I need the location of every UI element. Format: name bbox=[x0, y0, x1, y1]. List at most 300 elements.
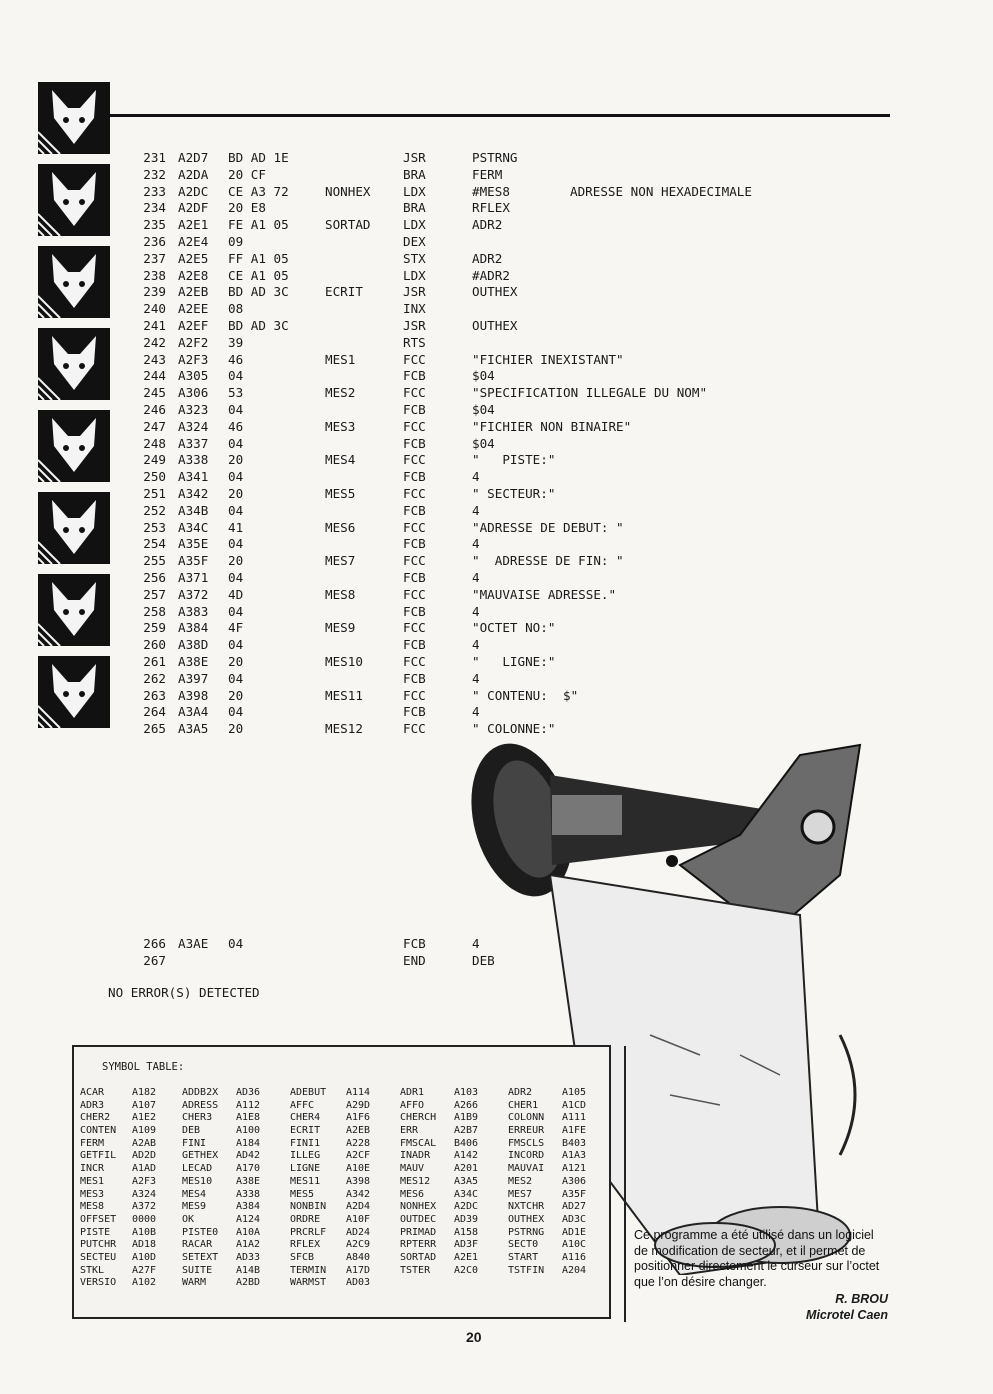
line-number: 257 bbox=[143, 586, 166, 602]
listing-line bbox=[0, 704, 860, 721]
symbol-name: INCORD bbox=[508, 1150, 545, 1162]
opcode: DEX bbox=[403, 233, 426, 249]
symbol-table-title: SYMBOL TABLE: bbox=[102, 1061, 185, 1073]
symbol-name: OK bbox=[182, 1213, 195, 1225]
symbol-name: NXTCHR bbox=[508, 1201, 545, 1213]
symbol-name: CHER3 bbox=[182, 1112, 213, 1124]
opcode: FCC bbox=[403, 620, 426, 636]
symbol-name: MES10 bbox=[182, 1175, 213, 1187]
listing-line bbox=[0, 184, 860, 201]
symbol-name: CHER4 bbox=[290, 1112, 321, 1124]
line-number: 234 bbox=[143, 200, 166, 216]
opcode: FCB bbox=[403, 637, 426, 653]
symbol-address: AD1E bbox=[562, 1226, 587, 1238]
operand: 4 bbox=[472, 536, 480, 552]
listing-line bbox=[0, 520, 860, 537]
object-code: 53 bbox=[228, 385, 244, 401]
symbol-address: A114 bbox=[346, 1087, 371, 1098]
object-code: 09 bbox=[228, 233, 244, 249]
symbol-name: LECAD bbox=[182, 1163, 213, 1175]
symbol-name: RACAR bbox=[182, 1239, 213, 1251]
source-label: NONHEX bbox=[325, 183, 371, 199]
listing-line bbox=[0, 671, 860, 688]
line-number: 261 bbox=[143, 653, 166, 669]
symbol-name: SECTEU bbox=[80, 1251, 117, 1263]
symbol-name: DEB bbox=[182, 1125, 201, 1137]
symbol-address: AD24 bbox=[346, 1226, 371, 1238]
listing-line bbox=[0, 604, 860, 621]
operand: " ADRESSE DE FIN: " bbox=[472, 553, 624, 569]
symbol-name: INADR bbox=[400, 1150, 431, 1162]
opcode: JSR bbox=[403, 150, 426, 165]
source-label: MES11 bbox=[325, 687, 363, 703]
address: A384 bbox=[178, 620, 209, 636]
assembly-listing-tail bbox=[0, 936, 860, 970]
address: A337 bbox=[178, 435, 209, 451]
listing-line bbox=[0, 251, 860, 268]
symbol-address: A182 bbox=[132, 1087, 157, 1098]
address: A2F3 bbox=[178, 351, 209, 367]
symbol-address: A17D bbox=[346, 1264, 371, 1276]
symbol-address: A124 bbox=[236, 1213, 261, 1225]
symbol-name: RPTERR bbox=[400, 1239, 437, 1251]
opcode: STX bbox=[403, 250, 426, 266]
operand: 4 bbox=[472, 502, 480, 518]
source-label: MES1 bbox=[325, 351, 356, 367]
address: A2E5 bbox=[178, 250, 209, 266]
line-number: 240 bbox=[143, 301, 166, 317]
symbol-name: ECRIT bbox=[290, 1125, 321, 1137]
symbol-address: A158 bbox=[454, 1226, 479, 1238]
address: A38D bbox=[178, 637, 209, 653]
symbol-name: CONTEN bbox=[80, 1125, 117, 1137]
symbol-name: PSTRNG bbox=[508, 1226, 545, 1238]
address: A3A5 bbox=[178, 721, 209, 737]
object-code: 20 bbox=[228, 687, 244, 703]
opcode: FCB bbox=[403, 536, 426, 552]
object-code: 46 bbox=[228, 418, 244, 434]
symbol-name: MES11 bbox=[290, 1175, 321, 1187]
object-code: 39 bbox=[228, 334, 244, 350]
symbol-name: MES3 bbox=[80, 1188, 105, 1200]
source-label: MES10 bbox=[325, 653, 363, 669]
line-number: 254 bbox=[143, 536, 166, 552]
address: A34C bbox=[178, 519, 209, 535]
source-label: MES2 bbox=[325, 385, 356, 401]
opcode: FCB bbox=[403, 502, 426, 518]
symbol-address: A10E bbox=[346, 1163, 371, 1175]
symbol-address: A111 bbox=[562, 1112, 587, 1124]
symbol-address: A266 bbox=[454, 1099, 479, 1111]
listing-line bbox=[0, 637, 860, 654]
symbol-address: A34C bbox=[454, 1188, 479, 1200]
object-code: 20 bbox=[228, 553, 244, 569]
symbol-name: ERREUR bbox=[508, 1125, 545, 1137]
operand: ADR2 bbox=[472, 217, 503, 233]
symbol-address: A204 bbox=[562, 1264, 587, 1276]
operand: #ADR2 bbox=[472, 267, 510, 283]
symbol-name: MAUV bbox=[400, 1163, 425, 1175]
listing-line bbox=[0, 368, 860, 385]
symbol-address: A2B7 bbox=[454, 1125, 479, 1137]
assembly-listing bbox=[0, 150, 860, 738]
opcode: FCC bbox=[403, 385, 426, 401]
symbol-name: ERR bbox=[400, 1125, 419, 1137]
no-error-status: NO ERROR(S) DETECTED bbox=[108, 985, 260, 1000]
address: A38E bbox=[178, 653, 209, 669]
symbol-address: A1FE bbox=[562, 1125, 587, 1137]
operand: "SPECIFICATION ILLEGALE DU NOM" bbox=[472, 385, 708, 401]
opcode: FCC bbox=[403, 418, 426, 434]
fox-head-icon bbox=[38, 82, 110, 154]
opcode: FCB bbox=[403, 603, 426, 619]
symbol-address: A10F bbox=[346, 1213, 371, 1225]
symbol-name: TSTFIN bbox=[508, 1264, 545, 1276]
object-code: 20 bbox=[228, 452, 244, 468]
operand: " COLONNE:" bbox=[472, 721, 556, 737]
line-number: 239 bbox=[143, 284, 166, 300]
address: A2E8 bbox=[178, 267, 209, 283]
object-code: 20 bbox=[228, 485, 244, 501]
symbol-address: A398 bbox=[346, 1175, 371, 1187]
listing-line bbox=[0, 688, 860, 705]
symbol-name: MES5 bbox=[290, 1188, 315, 1200]
opcode: FCC bbox=[403, 485, 426, 501]
address: A383 bbox=[178, 603, 209, 619]
comment: ADRESSE NON HEXADECIMALE bbox=[570, 183, 752, 199]
address: A324 bbox=[178, 418, 209, 434]
source-label: SORTAD bbox=[325, 217, 371, 233]
symbol-address: A2D4 bbox=[346, 1201, 371, 1213]
symbol-address: A2AB bbox=[132, 1137, 157, 1149]
symbol-address: AD18 bbox=[132, 1239, 157, 1251]
opcode: FCC bbox=[403, 687, 426, 703]
operand: RFLEX bbox=[472, 200, 510, 216]
symbol-address: A105 bbox=[562, 1087, 587, 1098]
symbol-name: WARMST bbox=[290, 1277, 327, 1289]
author-org: Microtel Caen bbox=[806, 1308, 888, 1322]
symbol-address: A2EB bbox=[346, 1125, 371, 1137]
symbol-name: CHER2 bbox=[80, 1112, 111, 1124]
symbol-address: A2F3 bbox=[132, 1175, 157, 1187]
symbol-name: ADRESS bbox=[182, 1099, 219, 1111]
symbol-name: OUTHEX bbox=[508, 1213, 545, 1225]
object-code: 04 bbox=[228, 368, 244, 384]
symbol-address: AD33 bbox=[236, 1251, 261, 1263]
listing-line bbox=[0, 587, 860, 604]
operand: 4 bbox=[472, 936, 480, 951]
address: A371 bbox=[178, 569, 209, 585]
listing-line bbox=[0, 469, 860, 486]
symbol-address: AD36 bbox=[236, 1087, 261, 1098]
object-code: BD AD 1E bbox=[228, 150, 289, 165]
object-code: 4F bbox=[228, 620, 244, 636]
symbol-name: ADR3 bbox=[80, 1099, 105, 1111]
address: A35E bbox=[178, 536, 209, 552]
listing-line bbox=[0, 419, 860, 436]
object-code: 04 bbox=[228, 670, 244, 686]
address: A2E4 bbox=[178, 233, 209, 249]
symbol-address: A109 bbox=[132, 1125, 157, 1137]
line-number: 231 bbox=[143, 150, 166, 165]
line-number: 249 bbox=[143, 452, 166, 468]
object-code: 20 E8 bbox=[228, 200, 266, 216]
source-label: MES4 bbox=[325, 452, 356, 468]
opcode: FCB bbox=[403, 469, 426, 485]
symbol-name: GETFIL bbox=[80, 1150, 117, 1162]
symbol-address: A384 bbox=[236, 1201, 261, 1213]
opcode: LDX bbox=[403, 267, 426, 283]
symbol-address: A1E2 bbox=[132, 1112, 157, 1124]
symbol-address: A306 bbox=[562, 1175, 587, 1187]
address: A3A4 bbox=[178, 704, 209, 720]
symbol-address: A103 bbox=[454, 1087, 479, 1098]
symbol-address: AD2D bbox=[132, 1150, 157, 1162]
address: A2E1 bbox=[178, 217, 209, 233]
opcode: FCC bbox=[403, 519, 426, 535]
symbol-name: MES9 bbox=[182, 1201, 207, 1213]
line-number: 262 bbox=[143, 670, 166, 686]
symbol-name: SFCB bbox=[290, 1251, 315, 1263]
symbol-name: OFFSET bbox=[80, 1213, 117, 1225]
object-code: BD AD 3C bbox=[228, 284, 289, 300]
opcode: BRA bbox=[403, 166, 426, 182]
symbol-address: A27F bbox=[132, 1264, 157, 1276]
address: A398 bbox=[178, 687, 209, 703]
symbol-name: MAUVAI bbox=[508, 1163, 545, 1175]
symbol-address: A170 bbox=[236, 1163, 261, 1175]
symbol-address: A228 bbox=[346, 1137, 371, 1149]
source-label: MES12 bbox=[325, 721, 363, 737]
operand: " SECTEUR:" bbox=[472, 485, 556, 501]
symbol-name: MES2 bbox=[508, 1175, 533, 1187]
page-number: 20 bbox=[466, 1329, 482, 1345]
line-number: 266 bbox=[143, 936, 166, 951]
listing-line bbox=[0, 318, 860, 335]
listing-line bbox=[0, 620, 860, 637]
address: A2EF bbox=[178, 317, 209, 333]
symbol-address: A29D bbox=[346, 1099, 371, 1111]
symbol-address: A35F bbox=[562, 1188, 587, 1200]
address: A2F2 bbox=[178, 334, 209, 350]
address: A323 bbox=[178, 401, 209, 417]
listing-line bbox=[0, 234, 860, 251]
symbol-address: A100 bbox=[236, 1125, 261, 1137]
caption-text: Ce programme a été utilisé dans un logiciel de modification de secteur, et il permet de positionner directement le curseur sur l’octet que l’on désire changer. bbox=[634, 1228, 880, 1289]
operand: PSTRNG bbox=[472, 150, 518, 165]
symbol-name: MES1 bbox=[80, 1175, 105, 1187]
object-code: 04 bbox=[228, 936, 244, 951]
line-number: 242 bbox=[143, 334, 166, 350]
line-number: 264 bbox=[143, 704, 166, 720]
line-number: 243 bbox=[143, 351, 166, 367]
opcode: FCC bbox=[403, 653, 426, 669]
operand: 4 bbox=[472, 569, 480, 585]
symbol-name: ORDRE bbox=[290, 1213, 321, 1225]
symbol-name: MES4 bbox=[182, 1188, 207, 1200]
symbol-address: A1CD bbox=[562, 1099, 587, 1111]
address: A2EB bbox=[178, 284, 209, 300]
symbol-name: NONHEX bbox=[400, 1201, 437, 1213]
object-code: FF A1 05 bbox=[228, 250, 289, 266]
object-code: 04 bbox=[228, 704, 244, 720]
symbol-address: AD3F bbox=[454, 1239, 479, 1251]
opcode: FCB bbox=[403, 401, 426, 417]
operand: "FICHIER NON BINAIRE" bbox=[472, 418, 632, 434]
listing-line bbox=[0, 284, 860, 301]
object-code: 04 bbox=[228, 435, 244, 451]
symbol-address: A38E bbox=[236, 1175, 261, 1187]
symbol-address: A1E8 bbox=[236, 1112, 261, 1124]
symbol-name: RFLEX bbox=[290, 1239, 321, 1251]
symbol-address: A2C9 bbox=[346, 1239, 371, 1251]
symbol-address: A116 bbox=[562, 1251, 587, 1263]
object-code: 4D bbox=[228, 586, 244, 602]
object-code: 46 bbox=[228, 351, 244, 367]
line-number: 260 bbox=[143, 637, 166, 653]
symbol-address: A840 bbox=[346, 1251, 371, 1263]
symbol-address: A201 bbox=[454, 1163, 479, 1175]
line-number: 244 bbox=[143, 368, 166, 384]
symbol-name: INCR bbox=[80, 1163, 105, 1175]
listing-line bbox=[0, 217, 860, 234]
symbol-address: B403 bbox=[562, 1137, 587, 1149]
listing-line bbox=[0, 536, 860, 553]
line-number: 233 bbox=[143, 183, 166, 199]
symbol-name: VERSIO bbox=[80, 1277, 117, 1289]
symbol-table bbox=[72, 1045, 611, 1319]
line-number: 247 bbox=[143, 418, 166, 434]
operand: FERM bbox=[472, 166, 503, 182]
symbol-name: MES6 bbox=[400, 1188, 425, 1200]
symbol-address: A14B bbox=[236, 1264, 261, 1276]
address: A2DA bbox=[178, 166, 209, 182]
opcode: FCB bbox=[403, 569, 426, 585]
opcode: FCC bbox=[403, 586, 426, 602]
symbol-address: B406 bbox=[454, 1137, 479, 1149]
listing-line bbox=[0, 486, 860, 503]
symbol-name: FERM bbox=[80, 1137, 105, 1149]
address: A34B bbox=[178, 502, 209, 518]
symbol-address: AD03 bbox=[346, 1277, 371, 1289]
opcode: LDX bbox=[403, 217, 426, 233]
symbol-name: ILLEG bbox=[290, 1150, 321, 1162]
line-number: 253 bbox=[143, 519, 166, 535]
object-code: 04 bbox=[228, 536, 244, 552]
symbol-address: A324 bbox=[132, 1188, 157, 1200]
symbol-address: A3A5 bbox=[454, 1175, 479, 1187]
line-number: 238 bbox=[143, 267, 166, 283]
line-number: 265 bbox=[143, 721, 166, 737]
operand: OUTHEX bbox=[472, 317, 518, 333]
symbol-name: PRIMAD bbox=[400, 1226, 437, 1238]
symbol-address: A102 bbox=[132, 1277, 157, 1289]
object-code: 04 bbox=[228, 603, 244, 619]
line-number: 263 bbox=[143, 687, 166, 703]
symbol-name: FINI1 bbox=[290, 1137, 321, 1149]
line-number: 252 bbox=[143, 502, 166, 518]
symbol-address: A10C bbox=[562, 1239, 587, 1251]
object-code: 20 bbox=[228, 653, 244, 669]
symbol-name: AFFC bbox=[290, 1099, 315, 1111]
listing-line bbox=[0, 200, 860, 217]
line-number: 248 bbox=[143, 435, 166, 451]
symbol-name: WARM bbox=[182, 1277, 207, 1289]
symbol-address: A2CF bbox=[346, 1150, 371, 1162]
symbol-name: PISTE0 bbox=[182, 1226, 219, 1238]
symbol-name: PUTCHR bbox=[80, 1239, 117, 1251]
symbol-address: A10A bbox=[236, 1226, 261, 1238]
listing-line bbox=[0, 436, 860, 453]
opcode: FCB bbox=[403, 704, 426, 720]
listing-line bbox=[0, 452, 860, 469]
opcode: FCC bbox=[403, 721, 426, 737]
line-number: 256 bbox=[143, 569, 166, 585]
operand: DEB bbox=[472, 952, 495, 968]
operand: "ADRESSE DE DEBUT: " bbox=[472, 519, 624, 535]
symbol-name: FMSCAL bbox=[400, 1137, 437, 1149]
symbol-address: AD3C bbox=[562, 1213, 587, 1225]
operand: #MES8 bbox=[472, 183, 510, 199]
operand: 4 bbox=[472, 670, 480, 686]
address: A2DC bbox=[178, 183, 209, 199]
source-label: MES5 bbox=[325, 485, 356, 501]
line-number: 267 bbox=[143, 952, 166, 968]
symbol-name: LIGNE bbox=[290, 1163, 321, 1175]
opcode: FCC bbox=[403, 351, 426, 367]
symbol-address: A121 bbox=[562, 1163, 587, 1175]
line-number: 259 bbox=[143, 620, 166, 636]
symbol-name: PRCRLF bbox=[290, 1226, 327, 1238]
symbol-name: START bbox=[508, 1251, 539, 1263]
symbol-name: ADDB2X bbox=[182, 1087, 219, 1098]
operand: OUTHEX bbox=[472, 284, 518, 300]
address: A2D7 bbox=[178, 150, 209, 165]
operand: $04 bbox=[472, 435, 495, 451]
symbol-address: A10D bbox=[132, 1251, 157, 1263]
header-rule bbox=[108, 114, 890, 117]
symbol-address: A2C0 bbox=[454, 1264, 479, 1276]
operand: 4 bbox=[472, 637, 480, 653]
address: A2EE bbox=[178, 301, 209, 317]
line-number: 236 bbox=[143, 233, 166, 249]
address: A341 bbox=[178, 469, 209, 485]
source-label: MES6 bbox=[325, 519, 356, 535]
symbol-address: AD39 bbox=[454, 1213, 479, 1225]
author-name: R. BROU bbox=[835, 1292, 888, 1306]
object-code: 04 bbox=[228, 502, 244, 518]
symbol-address: A1A2 bbox=[236, 1239, 261, 1251]
symbol-name: GETHEX bbox=[182, 1150, 219, 1162]
symbol-name: SECT0 bbox=[508, 1239, 539, 1251]
object-code: CE A1 05 bbox=[228, 267, 289, 283]
opcode: LDX bbox=[403, 183, 426, 199]
operand: 4 bbox=[472, 603, 480, 619]
symbol-name: PISTE bbox=[80, 1226, 111, 1238]
symbol-address: A338 bbox=[236, 1188, 261, 1200]
line-number: 246 bbox=[143, 401, 166, 417]
symbol-address: A142 bbox=[454, 1150, 479, 1162]
symbol-name: TERMIN bbox=[290, 1264, 327, 1276]
listing-line bbox=[0, 385, 860, 402]
symbol-address: A10B bbox=[132, 1226, 157, 1238]
operand: "OCTET NO:" bbox=[472, 620, 556, 636]
listing-line bbox=[0, 167, 860, 184]
symbol-name: FMSCLS bbox=[508, 1137, 545, 1149]
symbol-address: AD27 bbox=[562, 1201, 587, 1213]
listing-line bbox=[0, 402, 860, 419]
listing-line bbox=[0, 953, 860, 970]
